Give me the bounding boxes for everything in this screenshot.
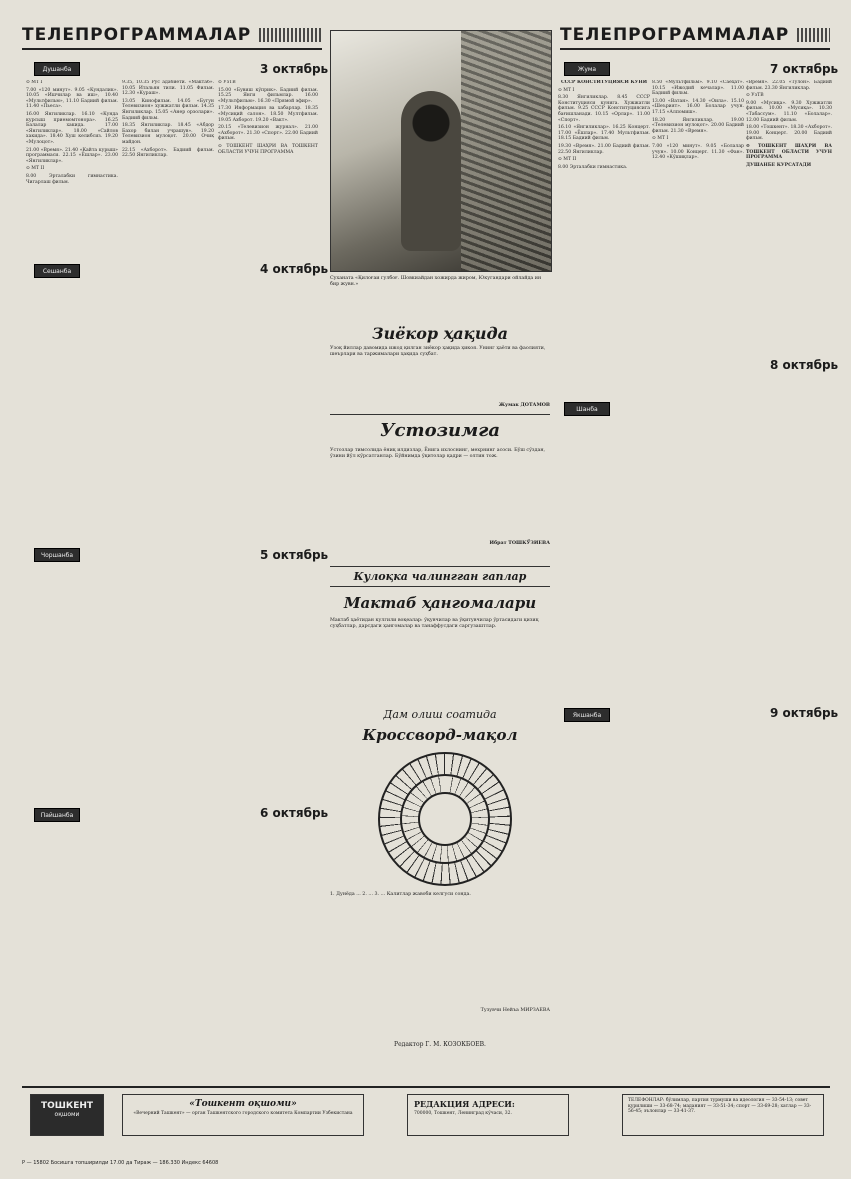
- program-item: ⊙ УзТВ: [218, 80, 236, 85]
- program-item: ⊙ МТ II: [558, 157, 577, 163]
- section-title-1: Зиёкор ҳақида: [372, 324, 508, 343]
- day-logo: Сешанба: [34, 264, 80, 278]
- program-column-a: [26, 80, 118, 1050]
- section-2-text: Мактаб ҳаётидан кулгили воқеалар: ўқувчилар ва ўқитувчилар ўртасидаги қизиқ суҳбатлар, дарсдаги ҳангомалар ва танаффусдаги саргузаштлар.: [330, 618, 539, 629]
- footer-phones: ТЕЛЕФОНЛАР: бўлимлар, партия турмуши ва идеология — 33-54-13; совет қурилиши — 33-68-74; маданият — 33-51-34; спорт — 33-69-28; хатлар — 33-56-45; эълонлар — 33-41-37.: [628, 1098, 812, 1114]
- section-1-text: Узоқ йиллар давомида ижод қилган зиёкор ҳақида ҳикоя. Унинг ҳаёти ва фаолияти, шеърлари ва таржималари ҳақида суҳбат.: [330, 346, 546, 357]
- day-date: 9 октябрь: [770, 706, 839, 720]
- program-item: 18.20 Янгиликлар. 19.00 «Телевизион мулоқот». 20.00 Бадиий фильм. 21.30 «Время».: [652, 117, 744, 134]
- day-logo: Пайшанба: [34, 808, 80, 822]
- footer-logo-sub: оқшоми: [54, 1111, 80, 1118]
- section-1-author: Жумак ДОТАМОВ: [498, 402, 550, 408]
- program-item: 13.05 Кинофильм. 14.05 «Бугун Телевизион» хужжатли фильм. 14.35 Янгиликлар. 15.05 «Анер орзолари». Бадиий фильм.: [122, 98, 214, 121]
- photo-caption: Суханата «Қилоғаи гулбоғ. Шовкиайдан хожирда жиром, Юкугандари ойлайда ин бир жувн.»: [330, 276, 542, 287]
- program-item: 9.35, 10.35 Рус адабиёти. «Мактаб». 10.05 Итальян тили. 11.05 Фильм. 12.30 «Кураш».: [122, 80, 214, 97]
- footer-logo: ТОШКЕНТ: [40, 1101, 94, 1111]
- footer-editorial-addr: 700000, Тошкент, Ленинград кўчаси, 32.: [414, 1111, 512, 1116]
- day-date: 8 октябрь: [770, 358, 839, 372]
- day-logo: Шанба: [564, 402, 610, 416]
- program-item: ⊙ МТ I: [652, 136, 669, 142]
- program-item: 8.30 Янгиликлар. 8.45 СССР Конституцияси кунига. Хужжатли фильм. 9.25 СССР Конституциясига бағишланади. 10.15 «Орлар». 11.00 «Спорт».: [558, 95, 650, 123]
- day-date: 3 октябрь: [260, 62, 329, 76]
- footer: [22, 1086, 830, 1158]
- footer-editorial-box: [407, 1094, 569, 1136]
- program-item: ⊙ МТ I: [558, 87, 575, 93]
- footer-paper-name: «Тошкент оқшоми»: [189, 1099, 297, 1109]
- section-title-4: Кроссворд-мақол: [362, 726, 518, 744]
- day-logo: Чоршанба: [34, 548, 80, 562]
- program-item: «Время». 22.05 «Тулон». Бадиий фильм. 23.30 Янгиликлар.: [746, 80, 832, 91]
- program-item: 18.00 «Тошкент». 18.30 «Ахборот». 19.00 Концерт. 20.00 Бадиий фильм.: [746, 125, 832, 142]
- program-item: 16.10 «Янгиликлар». 16.25 Концерт. 17.00 «Ёшлар». 17.40 Мультфильм. 18.15 Бадиий фильм.: [558, 125, 650, 142]
- day-block-5: [564, 62, 610, 76]
- header-right-bar: [797, 28, 830, 42]
- program-item: ⊙ ТОШКЕНТ ШАҲРИ ВА ТОШКЕНТ ОБЛАСТИ УЧУН ПРОГРАММА: [746, 143, 832, 161]
- section-title-2: Мактаб ҳангомалари: [343, 594, 537, 612]
- footer-phones-box: [622, 1094, 824, 1136]
- program-column-c: [218, 80, 318, 1050]
- footer-logo-box: [30, 1094, 104, 1136]
- program-item: 7.00 «120 минут». 9.05 «Кундалик». 10.05 «Ишчилар ва иш», 10.40 «Мультфильм», 11.10 Бадиий фильм. 11.40 «Пьеса».: [26, 87, 118, 110]
- program-column-b: [122, 80, 214, 1050]
- header-left: [22, 22, 322, 50]
- day-logo: Якшанба: [564, 708, 610, 722]
- crossword-text: 1. Дунёда ... 2. ... 3. ... Калитлар жавоби келгуси сонда.: [330, 892, 471, 897]
- divider-1: [330, 414, 550, 415]
- footer-paper-box: [122, 1094, 364, 1136]
- program-item: 15.00 «Бувиш кўприк». Бадиий фильм. 15.25 Янги фильмлар. 16.00 «Мультфильм». 16.30 «Прямой эфир».: [218, 87, 318, 104]
- poem-author: Ибрат ТОШКЎЗИЕВА: [489, 540, 550, 546]
- section-title-3: Дам олиш соатида: [383, 708, 497, 721]
- crossword-outer-ring: [378, 752, 512, 886]
- program-item: 21.00 «Время». 21.40 «Кайта курыш» программаси. 22.15 «Ёшлар». 23.00 «Янгиликлар».: [26, 147, 118, 164]
- program-item: 16.00 Янгиликлар. 16.10 «Кунда курсыш приемомтонора». 16.25 Балалар хакида. 17.00 «Янгиликлар». 18.00 «Сайлов хакида». 18.40 Хуш келибсиз. 19.20 «Мулоцот».: [26, 111, 118, 145]
- header-left-title: ТЕЛЕПРОГРАММАЛАР: [22, 25, 252, 45]
- program-item: ⊙ ТОШКЕНТ ШАҲРИ ВА ТОШКЕНТ ОБЛАСТИ УЧУН ПРОГРАММА: [218, 143, 318, 155]
- footer-paper-desc: «Вечерний Ташкент» — орган Ташкентского городского комитета Компартии Узбекистана: [133, 1111, 353, 1116]
- header-right-title: ТЕЛЕПРОГРАММАЛАР: [560, 25, 790, 45]
- poem-title: Устозимга: [379, 420, 501, 441]
- header-right: [560, 22, 830, 50]
- day-block-1: [34, 62, 80, 76]
- program-item: ДУШАНБЕ КУРСАТАДИ: [746, 162, 812, 168]
- photo-figure: [401, 91, 461, 251]
- day-date: 7 октябрь: [770, 62, 839, 76]
- program-item: 22.15 «Ахборот». Бадиий фильм. 22.50 Янгиликлар.: [122, 147, 214, 159]
- day-date: 6 октябрь: [260, 806, 329, 820]
- day-logo: Душанба: [34, 62, 80, 76]
- program-item: 8.50 «Мультфильм». 9.10 «Саёҳат». 10.15 «Ижодий кечалар». 11.00 Бадиий фильм.: [652, 80, 744, 97]
- program-item: 7.00 «120 минут». 9.05 «Болалар учун». 10.00 Концерт. 11.30 «Фан». 12.40 «Кўшиқлар».: [652, 143, 744, 161]
- program-item: СССР КОНСТИТУЦИЯСИ КУНИ: [560, 80, 648, 85]
- program-item: 9.00 «Мусиқа». 9.30 Хужжатли фильм. 10.00 «Мусиқа». 10.30 «Табассум». 11.10 «Болалар». 12.00 Бадиий фильм.: [746, 100, 832, 123]
- program-item: ⊙ МТ I: [26, 80, 43, 85]
- program-item: 17.30 Информация ва хабарлар. 18.35 «Мусиқий салон». 18.50 Мултфильм. 19.05 Ахборот. 19.20 «Вакт».: [218, 106, 318, 123]
- day-date: 5 октябрь: [260, 548, 329, 562]
- crossword-author: Тузувчи Нейъа МИРЗАЕВА: [480, 1008, 550, 1013]
- program-item: 18.35 Янгиликлар. 18.45 «Абдор Бахор билан учрашув». 19.20 Телевизион мулоқот. 20.00 Очиқ майдон.: [122, 123, 214, 145]
- day-logo: Жума: [564, 62, 610, 76]
- program-item: 8.00 Эрталабки гимнастика.: [558, 164, 628, 170]
- banner: Кулоқка чалингган гаплар: [330, 566, 550, 587]
- editor-line: Редактор Г. М. КОЗОКБОЕВ.: [394, 1041, 486, 1048]
- program-item: ⊙ МТ II: [26, 166, 45, 172]
- program-column-d: [558, 80, 650, 1050]
- poem-text: Устозлар тимсолида ёниқ илдизлар, Ёнига ихлоснинг, мехрнинг асоси. Бўш сўздан, ўзини йўл кўрсатганлар. Бўйнимда ўқитолар қадри — олтин тож.: [330, 448, 546, 459]
- footer-bottom-line: Р — 15802 Босишга топширилди 17.00 да Тираж — 186.330 Индекс 64608: [22, 1160, 219, 1166]
- crossword-core: [418, 792, 472, 846]
- program-column-e: [652, 80, 744, 1050]
- program-column-f: [746, 80, 832, 1050]
- day-date: 4 октябрь: [260, 262, 329, 276]
- header-left-bar: [259, 28, 322, 42]
- footer-editorial-title: РЕДАКЦИЯ АДРЕСИ:: [414, 1099, 515, 1109]
- program-item: ⊙ УзТВ: [746, 93, 764, 99]
- center-photo: [330, 30, 552, 272]
- program-item: 19.30 «Время». 21.00 Бадиий фильм. 22.50 Янгиликлар.: [558, 143, 650, 155]
- photo-tree: [461, 31, 551, 271]
- program-item: 20.15 «Телевизион журнал». 21.00 «Ахборот». 21.30 «Спорт». 22.00 Бадиий фильм.: [218, 125, 318, 142]
- program-item: 13.00 «Ватан». 14.30 «Оила». 15.10 «Шеърият». 16.00 Болалар учун. 17.15 «Алпомиш».: [652, 98, 744, 115]
- program-item: 8.00 Эрталабки гимнастика. Чигарлаш фильм.: [26, 173, 118, 185]
